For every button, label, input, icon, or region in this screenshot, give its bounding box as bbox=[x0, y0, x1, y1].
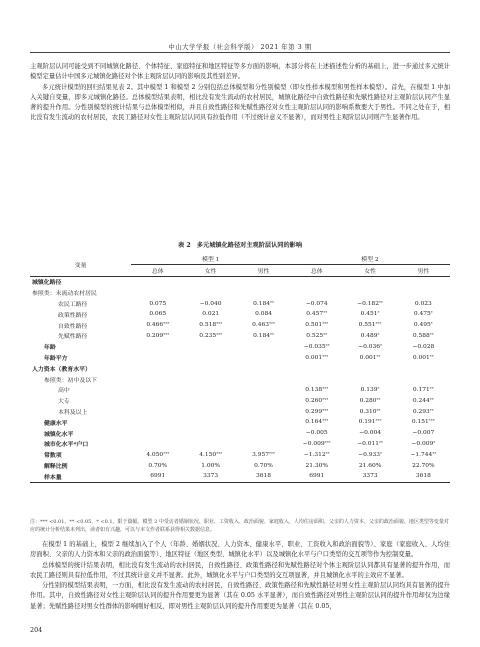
table-cell bbox=[343, 363, 396, 374]
table-cell bbox=[343, 276, 396, 287]
table-cell: −1.312** bbox=[303, 450, 330, 458]
table-cell: 0.023 bbox=[414, 300, 432, 307]
table-cell: −0.011** bbox=[357, 439, 383, 447]
table-cell bbox=[290, 374, 343, 385]
table-cell: 0.70% bbox=[148, 462, 168, 469]
table-cell: 0.001** bbox=[412, 353, 434, 361]
table-cell: 21.60% bbox=[358, 462, 382, 469]
body-text-bottom bbox=[30, 540, 450, 612]
row-label: 大专 bbox=[58, 399, 70, 406]
table-cell: −0.040 bbox=[199, 300, 222, 307]
table-cell bbox=[237, 287, 290, 298]
table-row bbox=[30, 298, 450, 309]
table-cell: 0.084 bbox=[255, 311, 272, 318]
table-cell: 0.463*** bbox=[252, 321, 275, 329]
table-row bbox=[30, 309, 450, 320]
table-cell: 0.209*** bbox=[146, 331, 170, 339]
table-cell bbox=[184, 276, 237, 287]
row-label: 城镇化水平 bbox=[44, 430, 74, 438]
table-cell: 0.001** bbox=[359, 353, 381, 361]
table-cell: 4.150*** bbox=[199, 450, 223, 458]
table-cell: 4.050*** bbox=[146, 450, 170, 458]
table-cell: 0.139* bbox=[360, 385, 380, 393]
row-label: 参照类：未流动农村居民 bbox=[32, 291, 97, 298]
table-cell: 6991 bbox=[290, 471, 343, 482]
table-cell bbox=[184, 439, 237, 450]
paragraph: 主观阶层认同可能受到不同城镇化路径、个体特征、家庭特征和地区特征等多方面的影响，本部分将在上述描述性分析的基础上，进一步通过多元统计模型定量估计中国多元城镇化路径对个体主观阶层认同的影响及其性别差异。 bbox=[30, 63, 450, 81]
table-row bbox=[30, 406, 450, 417]
row-label: 年龄平方 bbox=[44, 355, 68, 363]
table-cell: 21.30% bbox=[305, 462, 328, 469]
table-subheader: 男性 bbox=[237, 264, 290, 276]
table-cell: 0.164*** bbox=[305, 418, 329, 426]
table-cell: 0.489* bbox=[360, 331, 380, 339]
table-model1-header: 模型 1 bbox=[131, 253, 290, 264]
table-cell: 3618 bbox=[397, 471, 450, 482]
table-cell: −1.744** bbox=[410, 450, 437, 458]
table-cell bbox=[237, 276, 290, 287]
table-cell bbox=[131, 352, 184, 363]
table-cell bbox=[237, 374, 290, 385]
table-cell: 0.151*** bbox=[411, 418, 435, 426]
row-label: 人力资本（教育水平） bbox=[32, 365, 91, 373]
table-title: 表 2 多元城镇化路径对主观阶层认同的影响 bbox=[177, 242, 303, 249]
table-cell bbox=[397, 276, 450, 287]
table-row bbox=[30, 352, 450, 363]
table-cell: 0.457** bbox=[306, 310, 328, 318]
table-cell: 0.501*** bbox=[305, 321, 329, 329]
paragraph: 多元统计模型的回归结果见表 2。其中模型 1 和模型 2 分别包括总体模型和分性别模型（即女性样本模型和男性样本模型）。首先，在模型 1 中加入关键自变量，即多元城镇化路径。总体模型结果表明，相比没有发生流动的农村居民，城镇化路径中自致性路径和先赋性路径对主观阶层认同产生显著的提升作用。分性别模型的统计结果与总体模型相似，并且自致性路径和先赋性路径对女性主观阶层认同的影响系数要大于男性。不同之处在于，相比没有发生流动的农村居民，农民工路径对女性主观阶层认同具有拉低作用（不过统计意义不显著），而对男性主观阶层认同则产生显著作用。 bbox=[30, 83, 450, 122]
table-cell: −0.004 bbox=[359, 430, 381, 437]
row-label: 农民工路径 bbox=[58, 302, 88, 309]
table-row bbox=[30, 417, 450, 428]
table-cell bbox=[131, 276, 184, 287]
table-cell bbox=[131, 363, 184, 374]
table-cell bbox=[184, 406, 237, 417]
table-cell: −0.182** bbox=[357, 299, 383, 307]
table-cell: −0.036* bbox=[358, 342, 382, 350]
header-rule bbox=[30, 52, 450, 53]
row-label: 高中 bbox=[58, 388, 70, 395]
table-cell bbox=[184, 287, 237, 298]
running-header: 中山大学学报（社会科学版） 2021 年第 3 期 bbox=[168, 43, 312, 51]
table-row bbox=[30, 276, 450, 287]
table-cell: −0.028 bbox=[412, 343, 435, 350]
table-row bbox=[30, 341, 450, 352]
row-label: 健康水平 bbox=[44, 419, 68, 427]
table-cell: 3373 bbox=[184, 471, 237, 482]
table-subheader: 女性 bbox=[184, 264, 237, 276]
table-row bbox=[30, 428, 450, 439]
table-cell bbox=[131, 374, 184, 385]
table-cell bbox=[184, 395, 237, 406]
table-cell bbox=[184, 352, 237, 363]
table-cell bbox=[397, 363, 450, 374]
table-cell: 0.475* bbox=[413, 310, 433, 318]
table-cell: −0.007 bbox=[412, 430, 435, 437]
table-cell: −0.005 bbox=[305, 430, 328, 437]
table-cell: 0.70% bbox=[254, 462, 273, 469]
regression-table bbox=[30, 253, 450, 483]
table-cell bbox=[184, 374, 237, 385]
table-cell bbox=[131, 406, 184, 417]
table-cell: 0.021 bbox=[202, 311, 220, 318]
table-cell: 0.299*** bbox=[305, 407, 329, 415]
table-row bbox=[30, 449, 450, 460]
table-cell bbox=[343, 374, 396, 385]
row-label: 样本量 bbox=[30, 471, 131, 482]
table-cell bbox=[237, 417, 290, 428]
table-cell: 0.518*** bbox=[199, 321, 223, 329]
table-cell bbox=[184, 417, 237, 428]
table-cell: 0.280** bbox=[359, 396, 381, 404]
table-row bbox=[30, 460, 450, 471]
row-label: 自致性路径 bbox=[58, 323, 88, 330]
row-label: 参照类：初中及以下 bbox=[44, 377, 98, 384]
table-cell: −0.074 bbox=[305, 300, 328, 307]
table-cell: 0.065 bbox=[149, 311, 167, 318]
table-cell: 0.466*** bbox=[146, 321, 170, 329]
table-cell bbox=[131, 287, 184, 298]
table-cell bbox=[237, 341, 290, 352]
table-subheader: 总体 bbox=[290, 264, 343, 276]
table-cell: 0.171** bbox=[412, 385, 434, 393]
table-cell: 0.495* bbox=[413, 321, 433, 329]
table-cell: −0.035** bbox=[303, 342, 330, 350]
table-cell: 0.235*** bbox=[199, 331, 223, 339]
table-row bbox=[30, 471, 450, 482]
table-cell bbox=[184, 428, 237, 439]
table-cell: 1.00% bbox=[201, 462, 220, 469]
table-note: 注：*** <0.01，** <0.05，* <0.1。限于篇幅，模型 2 中受访者婚姻状况、职业、工资收入、政治面貌、家庭收入、人均住房面积、父亲的人力资本、父亲的政治面貌、地区类型等变量对应的统计分析结果未列出，读者如有兴趣，可以与本文作者联系获得相关数据信息。 bbox=[30, 519, 449, 533]
table-subheader: 女性 bbox=[343, 264, 396, 276]
table-cell bbox=[237, 395, 290, 406]
table-cell bbox=[237, 352, 290, 363]
row-label: 解释比例 bbox=[44, 463, 68, 471]
table-cell: 0.588** bbox=[412, 331, 434, 339]
row-label: 城市化水平*户口 bbox=[44, 441, 89, 449]
table-cell: 0.001*** bbox=[305, 353, 329, 361]
table-row bbox=[30, 439, 450, 450]
table-cell bbox=[290, 363, 343, 374]
table-cell bbox=[131, 417, 184, 428]
table-cell bbox=[397, 374, 450, 385]
row-label: 城镇化路径 bbox=[32, 279, 62, 287]
table-cell bbox=[184, 385, 237, 396]
table-cell bbox=[237, 363, 290, 374]
row-label: 年龄 bbox=[44, 344, 56, 352]
table-cell: 0.293** bbox=[412, 407, 434, 415]
table-model2-header: 模型 2 bbox=[290, 253, 450, 264]
row-label: 常数项 bbox=[44, 452, 62, 460]
table-cell bbox=[397, 287, 450, 298]
table-cell: 3618 bbox=[237, 471, 290, 482]
table-cell: 3373 bbox=[343, 471, 396, 482]
table-cell: 0.525** bbox=[306, 331, 328, 339]
table-cell bbox=[131, 385, 184, 396]
table-cell bbox=[184, 363, 237, 374]
table-cell bbox=[237, 428, 290, 439]
table-cell bbox=[290, 287, 343, 298]
page-number: 204 bbox=[30, 626, 43, 634]
table-var-header: 变量 bbox=[30, 253, 131, 276]
table-cell: 0.184** bbox=[253, 299, 274, 307]
table-cell bbox=[237, 439, 290, 450]
table-cell: 0.244** bbox=[412, 396, 434, 404]
row-label: 本科及以上 bbox=[58, 410, 88, 417]
table-cell: −0.009*** bbox=[302, 439, 331, 447]
table-cell bbox=[237, 406, 290, 417]
row-label: 先赋性路径 bbox=[58, 334, 88, 341]
table-cell: 0.184** bbox=[253, 331, 274, 339]
table-cell: 0.451* bbox=[360, 310, 380, 318]
table-subheader: 男性 bbox=[397, 264, 450, 276]
table-cell: 0.138*** bbox=[305, 385, 329, 393]
table-cell bbox=[131, 395, 184, 406]
table-cell bbox=[131, 439, 184, 450]
table-row bbox=[30, 363, 450, 374]
table-cell bbox=[184, 341, 237, 352]
paragraph: 总体模型的统计结果表明，相比没有发生流动的农村居民，自致性路径、政策性路径和先赋性路径对个体主观阶层认同都具有显著的提升作用，而农民工路径则具有拉低作用，不过其统计意义并不显著。此外，城镇化水平与户口类型的交互项显著，并且城镇化水平的主效应不显著。 bbox=[30, 561, 450, 579]
table-cell: −0.009* bbox=[411, 439, 436, 447]
table-row bbox=[30, 320, 450, 331]
table-cell: 0.191*** bbox=[358, 418, 382, 426]
table-cell: 6991 bbox=[131, 471, 184, 482]
table-cell: 22.70% bbox=[412, 462, 435, 469]
table-row bbox=[30, 287, 450, 298]
table-cell: 0.075 bbox=[149, 300, 167, 307]
body-text-top bbox=[30, 62, 450, 124]
table-row bbox=[30, 374, 450, 385]
table-cell: 0.260*** bbox=[305, 396, 329, 404]
table-cell: 0.551*** bbox=[358, 321, 382, 329]
table-cell bbox=[290, 276, 343, 287]
table-cell bbox=[237, 385, 290, 396]
table-cell bbox=[343, 287, 396, 298]
table-cell bbox=[131, 428, 184, 439]
table-cell: 0.310** bbox=[359, 407, 381, 415]
table-row bbox=[30, 395, 450, 406]
table-cell: −0.933* bbox=[358, 450, 382, 458]
table-subheader: 总体 bbox=[131, 264, 184, 276]
table-row bbox=[30, 385, 450, 396]
paragraph: 分性别的模型结果表明，一方面，相比没有发生流动的农村居民，自致性路径、政策性路径和先赋性路径对男女性主观阶层认同均具有显著的提升作用。其中，自致性路径对女性主观阶层认同的提升作用要更为显著（其在 0.05 水平显著），而自致性路径对男性主观阶层认同的提升作用却仅为边缘显著；先赋性路径对男女性群体的影响刚好相反，即对男性主观阶层认同的提升作用要更为显著（其在 0.05， bbox=[30, 582, 450, 610]
table-row bbox=[30, 331, 450, 342]
row-label: 政策性路径 bbox=[58, 312, 88, 319]
paragraph: 在模型 1 的基础上，模型 2 继续加入了个人（年龄、婚姻状况、人力资本、健康水平、职业、工资收入和政治面貌等）、家庭（家庭收入、人均住房面积、父亲的人力资本和父亲的政治面貌等）、地区特征（地区类型、城镇化水平）以及城镇化水平与户口类型的交互项等作为控制变量。 bbox=[30, 541, 450, 559]
table-cell bbox=[131, 341, 184, 352]
table-cell: 3.957*** bbox=[252, 450, 275, 458]
